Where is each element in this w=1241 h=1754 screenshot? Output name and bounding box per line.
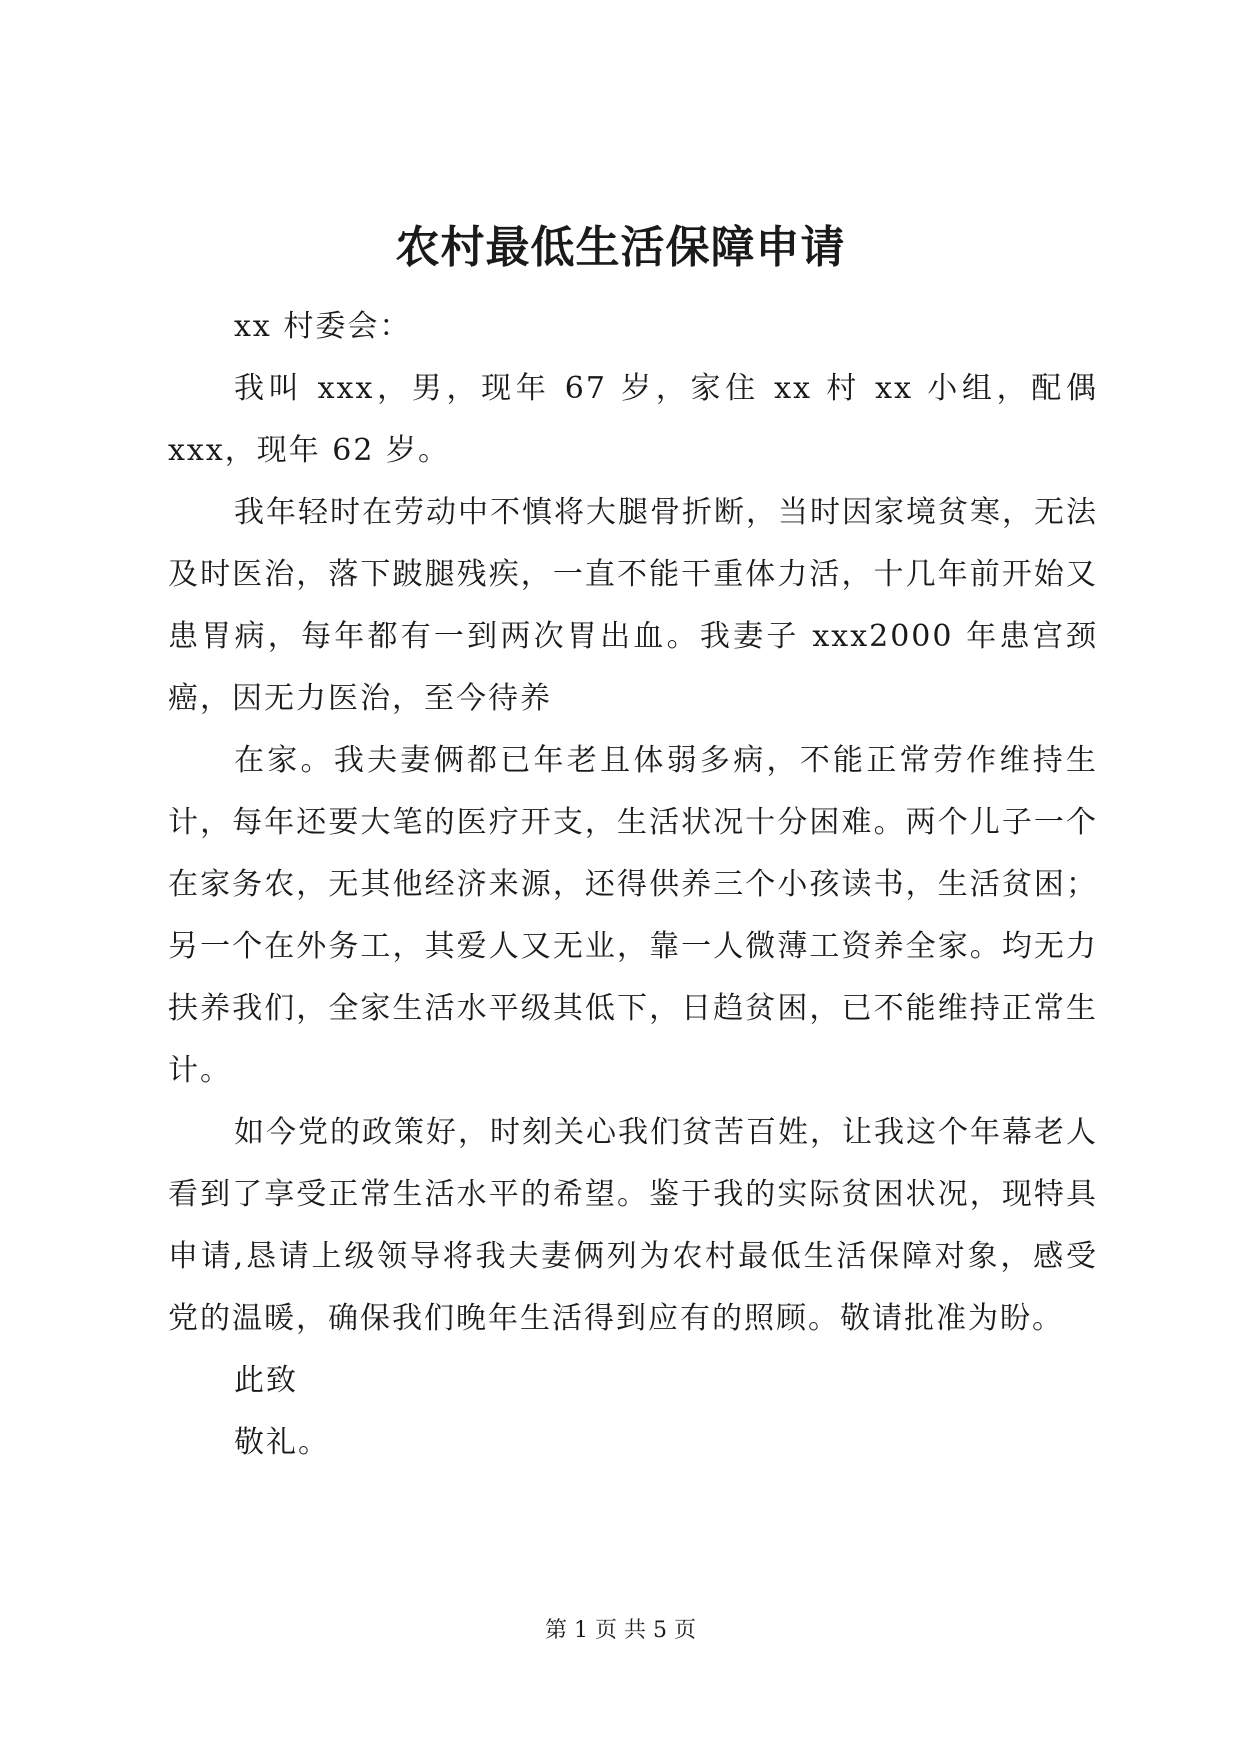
closing-salutation: 此致 [234,1363,298,1398]
document-body [168,296,1098,1474]
page-number-footer: 第 1 页 共 5 页 [545,1618,696,1643]
paragraph-request: 如今党的政策好，时刻关心我们贫苦百姓，让我这个年幕老人看到了享受正常生活水平的希望。鉴于我的实际贫困状况，现特具申请,恳请上级领导将我夫妻俩列为农村最低生活保障对象，感受党的温暖，确保我们晚年生活得到应有的照顾。敬请批准为盼。 [168,1115,1098,1336]
paragraph-applicant-info: 我叫 xxx，男，现年 67 岁，家住 xx 村 xx 小组，配偶 xxx，现年 62 岁。 [168,371,1098,468]
closing-regards: 敬礼。 [234,1425,330,1460]
document-title: 农村最低生活保障申请 [395,222,846,273]
paragraph-health-history: 我年轻时在劳动中不慎将大腿骨折断，当时因家境贫寒，无法及时医治，落下跛腿残疾，一直不能干重体力活，十几年前开始又患胃病，每年都有一到两次胃出血。我妻子 xxx2000 年患宫颈癌，因无力医治，至今待养 [168,495,1098,716]
salutation: xx 村委会： [234,309,412,344]
paragraph-family-situation: 在家。我夫妻俩都已年老且体弱多病，不能正常劳作维持生计，每年还要大笔的医疗开支，生活状况十分困难。两个儿子一个在家务农，无其他经济来源，还得供养三个小孩读书，生活贫困；另一个在外务工，其爱人又无业，靠一人微薄工资养全家。均无力扶养我们，全家生活水平级其低下，日趋贫困，已不能维持正常生计。 [168,743,1098,1088]
